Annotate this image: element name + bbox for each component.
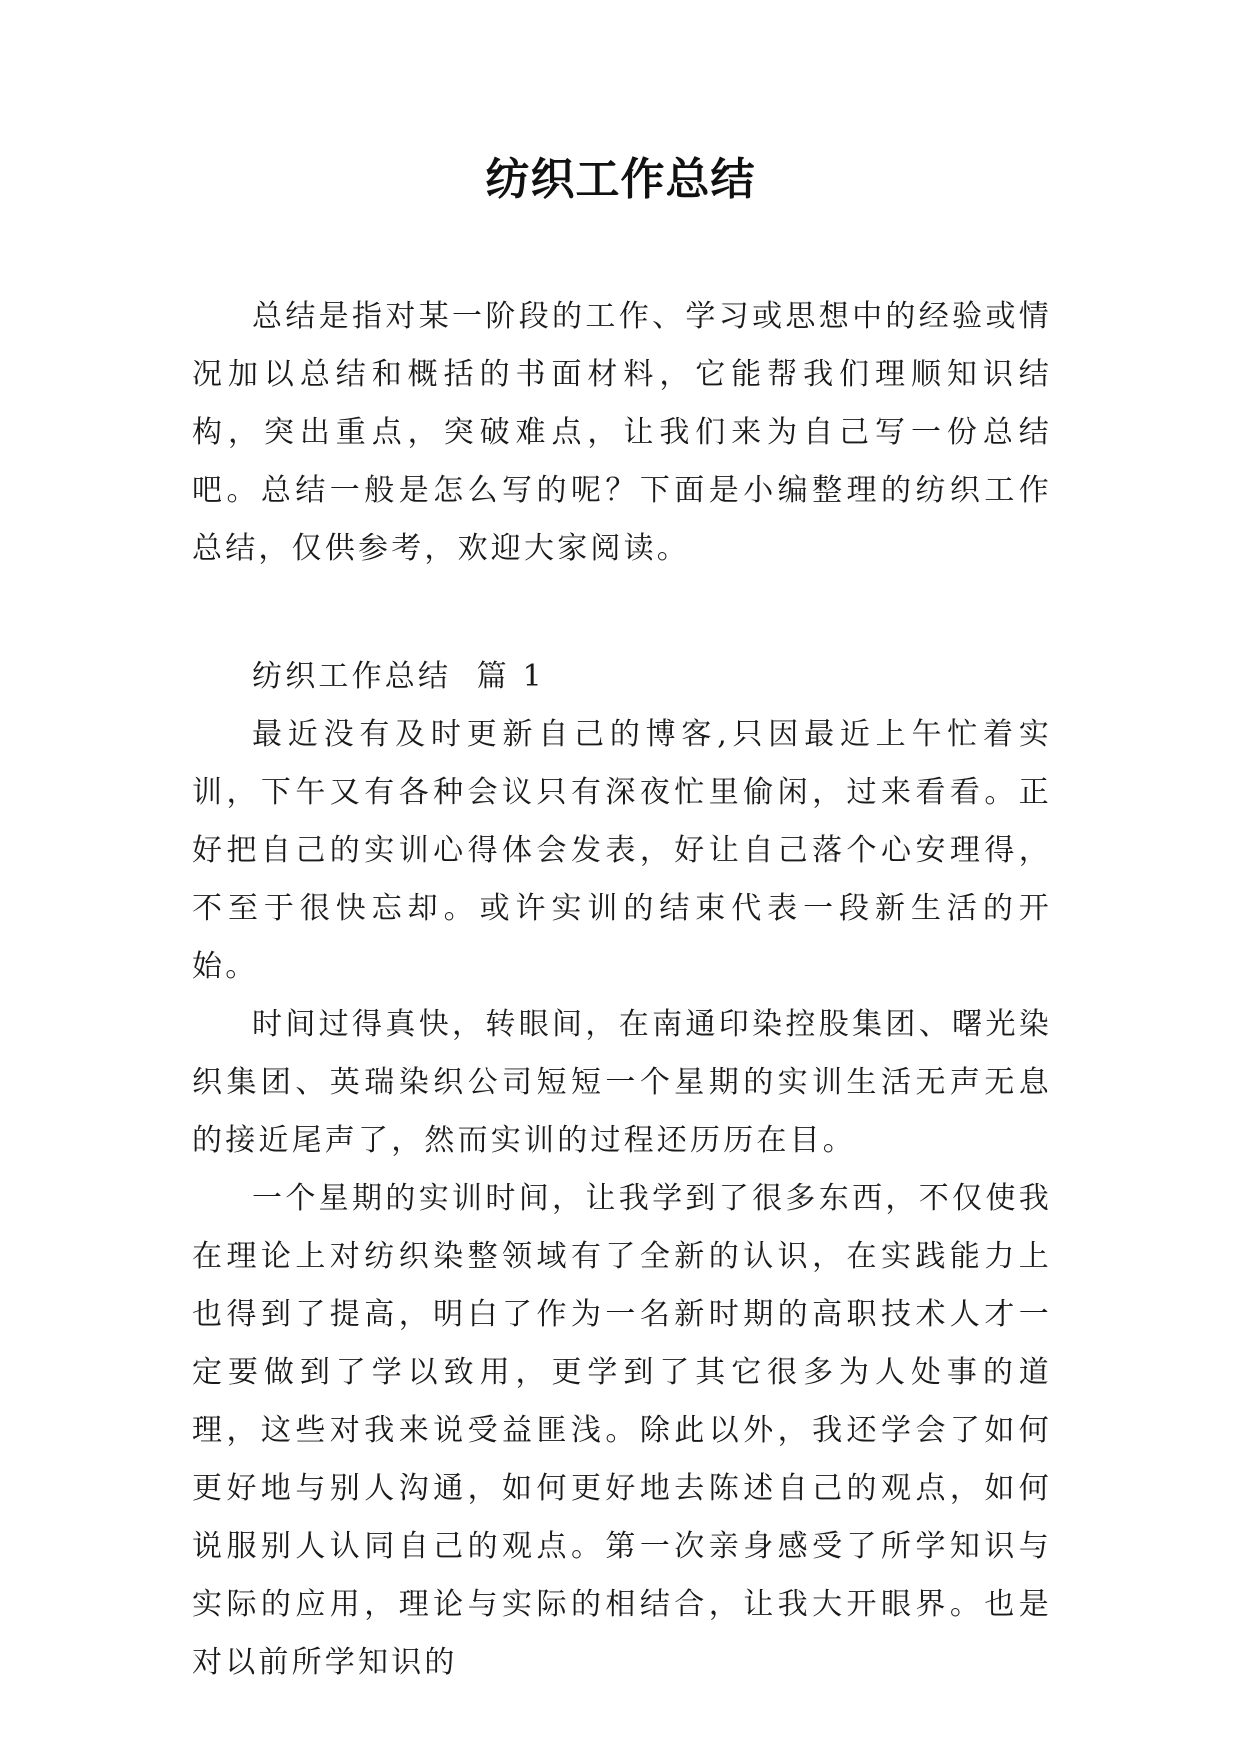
body-paragraph: 时间过得真快，转眼间，在南通印染控股集团、曙光染织集团、英瑞染织公司短短一个星期的实训生活无声无息的接近尾声了，然而实训的过程还历历在目。 xyxy=(192,1007,1052,1158)
body-paragraph: 最近没有及时更新自己的博客,只因最近上午忙着实训，下午又有各种会议只有深夜忙里偷闲，过来看看。正好把自己的实训心得体会发表，好让自己落个心安理得，不至于很快忘却。或许实训的结束代表一段新生活的开始。 xyxy=(192,717,1052,984)
document-body xyxy=(192,288,1052,1692)
intro-paragraph: 总结是指对某一阶段的工作、学习或思想中的经验或情况加以总结和概括的书面材料，它能帮我们理顺知识结构，突出重点，突破难点，让我们来为自己写一份总结吧。总结一般是怎么写的呢？下面是小编整理的纺织工作总结，仅供参考，欢迎大家阅读。 xyxy=(192,299,1052,566)
document-title: 纺织工作总结 xyxy=(485,154,756,205)
section-heading: 纺织工作总结 篇 1 xyxy=(252,659,545,694)
section-gap xyxy=(192,578,1052,648)
body-paragraph: 一个星期的实训时间，让我学到了很多东西，不仅使我在理论上对纺织染整领域有了全新的认识，在实践能力上也得到了提高，明白了作为一名新时期的高职技术人才一定要做到了学以致用，更学到了其它很多为人处事的道理，这些对我来说受益匪浅。除此以外，我还学会了如何更好地与别人沟通，如何更好地去陈述自己的观点，如何说服别人认同自己的观点。第一次亲身感受了所学知识与实际的应用，理论与实际的相结合，让我大开眼界。也是对以前所学知识的 xyxy=(192,1181,1052,1680)
